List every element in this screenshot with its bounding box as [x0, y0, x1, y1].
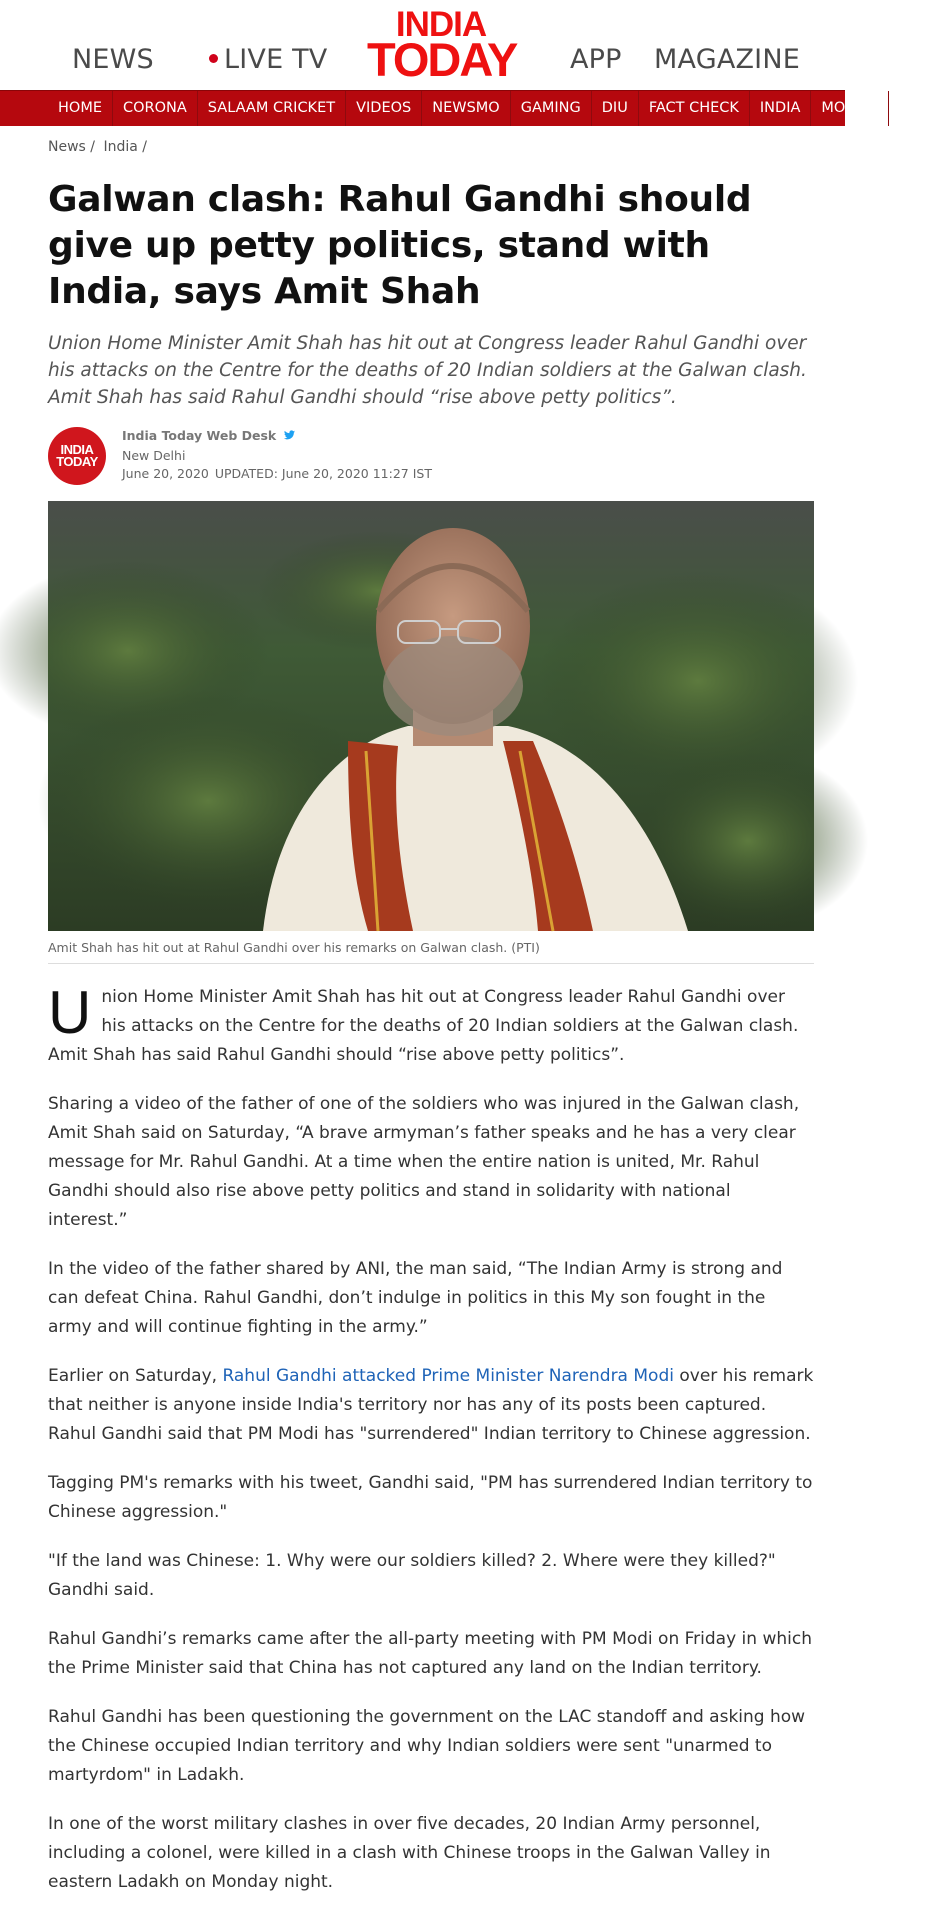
author-name-label: India Today Web Desk [122, 428, 277, 443]
paragraph-4-text-before: Earlier on Saturday, [48, 1366, 223, 1386]
article-summary: Union Home Minister Amit Shah has hit out at Congress leader Rahul Gandhi over his attacks on the Centre for the deaths of 20 Indian soldiers at the Galwan clash. Amit Shah has said Rahul Gandhi should “rise above petty politics”. [48, 333, 807, 408]
nav-live-tv-label: LIVE TV [224, 44, 328, 75]
drop-cap: U [48, 979, 92, 1046]
article-photo[interactable] [48, 501, 814, 931]
site-header [0, 0, 845, 90]
paragraph-1-text: nion Home Minister Amit Shah has hit out at Congress leader Rahul Gandhi over his attacks on the Centre for the deaths of 20 Indian soldiers at the Galwan clash. Amit Shah has said Rahul Gandhi should “rise above petty politics”. [48, 987, 799, 1065]
article-paragraph-4 [48, 1362, 814, 1449]
article-paragraph-8: Rahul Gandhi has been questioning the government on the LAC standoff and asking how the Chinese occupied Indian territory and why Indian soldiers were sent "unarmed to martyrdom" in Ladakh. [48, 1707, 806, 1785]
section-nav-movies[interactable]: MOVIES [810, 91, 887, 126]
paragraph-4-text-after: over his remark that neither is anyone inside India's territory nor has any of its posts been captured. Rahul Gandhi said that PM Modi has "surrendered" Indian territory to Chinese aggression. [48, 1366, 814, 1444]
india-today-logo[interactable] [367, 5, 517, 86]
avatar-line-2: TODAY [56, 454, 98, 469]
author-location: New Delhi [122, 448, 186, 463]
avatar-line-1: INDIA [60, 442, 94, 457]
section-nav-corona[interactable]: CORONA [112, 91, 197, 126]
section-nav-home[interactable]: HOME [58, 100, 102, 116]
section-nav-fact-check[interactable]: FACT CHECK [638, 91, 749, 126]
article-paragraph-3: In the video of the father shared by ANI, the man said, “The Indian Army is strong and can defeat China. Rahul Gandhi, don’t indulge in politics in this My son fought in the army and will continue fighting in the army.” [48, 1259, 783, 1337]
article-paragraph-7: Rahul Gandhi’s remarks came after the all-party meeting with PM Modi on Friday in which the Prime Minister said that China has not captured any land on the Indian territory. [48, 1629, 812, 1678]
section-nav [0, 90, 918, 126]
section-nav-newsmo[interactable]: NEWSMO [421, 91, 509, 126]
author-name[interactable] [122, 428, 295, 443]
publish-date: June 20, 2020 [122, 466, 209, 481]
section-nav-india[interactable]: INDIA [749, 91, 810, 126]
section-nav-videos[interactable]: VIDEOS [345, 91, 421, 126]
nav-app[interactable]: APP [570, 44, 622, 75]
section-nav-tr[interactable]: TR [888, 91, 928, 126]
live-dot-icon [209, 54, 218, 63]
logo-line-1: INDIA [395, 5, 487, 44]
publish-dates [122, 466, 438, 481]
author-avatar[interactable] [48, 427, 106, 485]
breadcrumb-india[interactable]: India / [103, 139, 147, 155]
article-paragraph-9: In one of the worst military clashes in over five decades, 20 Indian Army personnel, including a colonel, were killed in a clash with Chinese troops in the Galwan Valley in eastern Ladakh on Monday night. [48, 1814, 771, 1892]
nav-live-tv[interactable] [209, 44, 327, 75]
byline [48, 427, 814, 487]
breadcrumb-news[interactable]: News / [48, 139, 95, 155]
photo-caption: Amit Shah has hit out at Rahul Gandhi over his remarks on Galwan clash. (PTI) [48, 940, 814, 964]
updated-date: UPDATED: June 20, 2020 11:27 IST [214, 466, 432, 481]
nav-news[interactable]: NEWS [72, 44, 154, 75]
article-title: Galwan clash: Rahul Gandhi should give up petty politics, stand with India, says Amit Shah [48, 179, 752, 312]
section-nav-gaming[interactable]: GAMING [510, 91, 591, 126]
article-paragraph-5: Tagging PM's remarks with his tweet, Gandhi said, "PM has surrendered Indian territory to Chinese aggression." [48, 1473, 813, 1522]
article-paragraph-1 [48, 979, 814, 1070]
article-body [48, 979, 814, 1917]
twitter-icon[interactable] [284, 428, 295, 443]
related-story-link[interactable]: Rahul Gandhi attacked Prime Minister Narendra Modi [222, 1366, 674, 1386]
article-paragraph-6: "If the land was Chinese: 1. Why were our soldiers killed? 2. Where were they killed?" Gandhi said. [48, 1551, 776, 1600]
nav-magazine[interactable]: MAGAZINE [654, 44, 800, 75]
article-paragraph-2: Sharing a video of the father of one of the soldiers who was injured in the Galwan clash, Amit Shah said on Saturday, “A brave armyman’s father speaks and he has a very clear message for Mr. Rahul Gandhi. At a time when the entire nation is united, Mr. Rahul Gandhi should also rise above petty politics and stand in solidarity with national interest.” [48, 1094, 800, 1230]
section-nav-diu[interactable]: DIU [591, 91, 638, 126]
article-photo-image [48, 501, 814, 931]
logo-line-2: TODAY [367, 32, 517, 86]
breadcrumb [48, 139, 151, 155]
section-nav-salaam-cricket[interactable]: SALAAM CRICKET [197, 91, 345, 126]
